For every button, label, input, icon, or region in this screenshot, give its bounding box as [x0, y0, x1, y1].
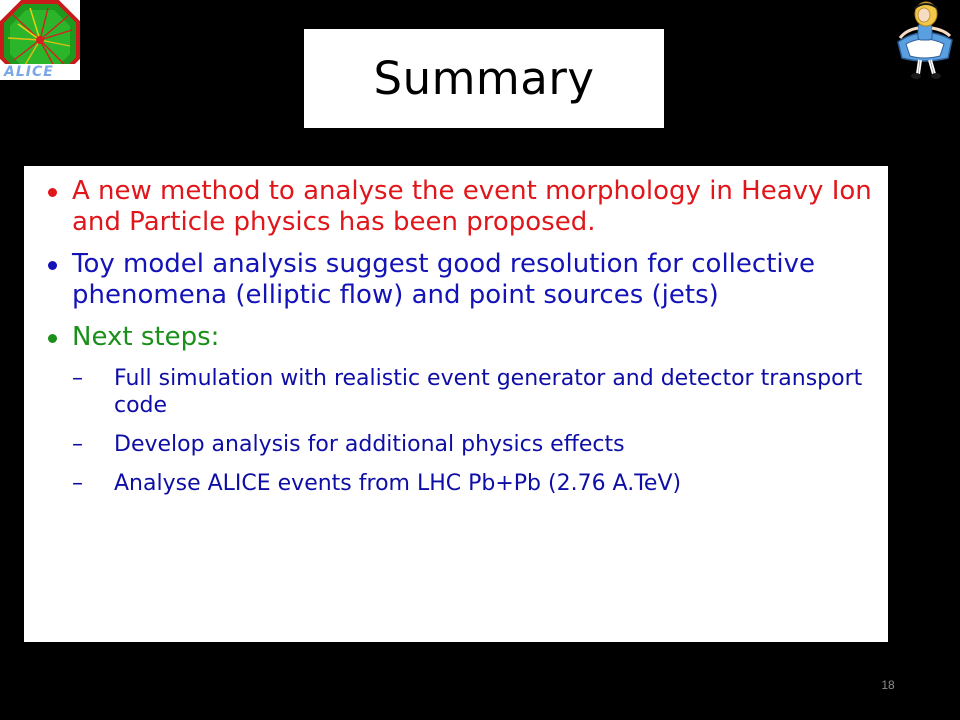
- bullet-text: Toy model analysis suggest good resolution for collective phenomena (elliptic flow) and point sources (jets): [72, 249, 815, 310]
- alice-in-wonderland-figure: [888, 0, 960, 82]
- dash-icon: –: [72, 366, 83, 391]
- bullet-text: A new method to analyse the event morphology in Heavy Ion and Particle physics has been proposed.: [72, 176, 872, 237]
- bullet-dot-icon: [48, 334, 57, 343]
- sub-bullet-item: [48, 365, 880, 419]
- sub-bullet-text: Analyse ALICE events from LHC Pb+Pb (2.76 A.TeV): [114, 471, 682, 496]
- bullet-list: [48, 176, 880, 497]
- dash-icon: –: [72, 471, 83, 496]
- alice-figure-icon: [888, 0, 960, 82]
- page-number: 18: [881, 678, 895, 692]
- bullet-item: [48, 322, 880, 353]
- alice-logo: [0, 0, 80, 80]
- sub-bullet-item: [48, 470, 880, 497]
- bullet-dot-icon: [48, 261, 57, 270]
- sub-bullet-text: Full simulation with realistic event generator and detector transport code: [114, 366, 863, 418]
- alice-logo-text: ALICE: [4, 64, 54, 80]
- sub-bullet-text: Develop analysis for additional physics effects: [114, 432, 625, 457]
- dash-icon: –: [72, 432, 83, 457]
- bullet-item: [48, 176, 880, 238]
- title-box: [304, 29, 664, 128]
- bullet-item: [48, 249, 880, 311]
- bullet-text: Next steps:: [72, 322, 220, 352]
- content-box: [24, 166, 888, 642]
- bullet-dot-icon: [48, 188, 57, 197]
- slide-title: Summary: [373, 52, 595, 105]
- sub-bullet-item: [48, 431, 880, 458]
